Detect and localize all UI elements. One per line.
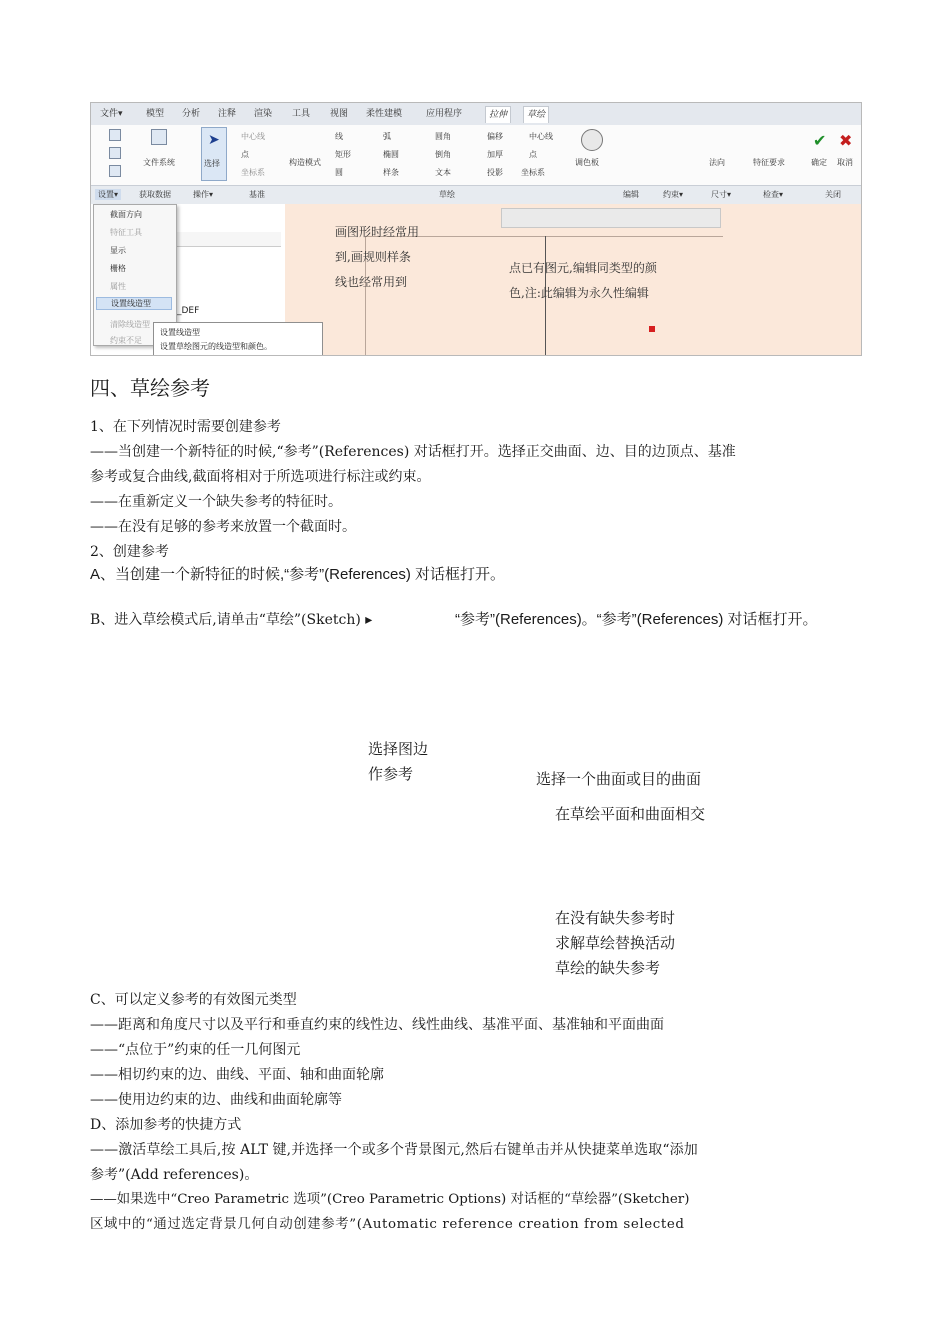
creo-screenshot [90, 102, 862, 356]
p2-b-left: B、进入草绘模式后,请单击“草绘”(Sketch) ▸ [90, 612, 373, 628]
pd-line2: 参考”(Add references)。 [90, 1167, 259, 1183]
pc-line4: ——使用边约束的边、曲线和曲面轮廓等 [90, 1092, 342, 1108]
pc-line1: ——距离和角度尺寸以及平行和垂直约束的线性边、线性曲线、基准平面、基准轴和平面曲面 [90, 1017, 664, 1033]
ribbon-group-labels [91, 185, 861, 205]
p1-line2: 参考或复合曲线,截面将相对于所选项进行标注或约束。 [90, 469, 431, 485]
p1-line4: ——在没有足够的参考来放置一个截面时。 [90, 519, 356, 535]
normal-button[interactable]: 法向 [709, 158, 725, 167]
label-select-surface: 选择一个曲面或目的曲面 [536, 770, 702, 788]
select-button[interactable] [201, 127, 227, 181]
file-system-icon[interactable] [151, 129, 167, 145]
menu-item-set-line-style[interactable]: 设置线造型 [96, 297, 172, 310]
menu-item-section-orientation[interactable]: 截面方向 [110, 210, 142, 219]
ok-button[interactable]: 确定 [811, 158, 827, 167]
tab-analysis[interactable]: 分析 [182, 109, 201, 119]
pc-line2: ——“点位于”约束的任一几何图元 [90, 1042, 301, 1058]
menu-item-underconstrained[interactable]: 约束不足 [110, 336, 142, 345]
dimension-group[interactable]: 尺寸▾ [711, 190, 732, 199]
constrain-group[interactable]: 约束▾ [663, 190, 684, 199]
note1-line2: 到,画规则样条 [335, 250, 411, 264]
centerline2-button[interactable]: 中心线 [529, 132, 553, 141]
menu-item-clear-line-style[interactable]: 清除线造型 [110, 320, 150, 329]
p2-title: 2、创建参考 [90, 544, 169, 560]
tab-extrude[interactable]: 拉伸 [485, 106, 511, 123]
thicken-button[interactable]: 加厚 [487, 150, 503, 159]
tooltip [153, 322, 323, 356]
chamfer-button[interactable]: 倒角 [435, 150, 451, 159]
ellipse-button[interactable]: 椭圆 [383, 150, 399, 159]
label-select-edge [368, 737, 428, 787]
tab-tools[interactable]: 工具 [292, 109, 311, 119]
tab-view[interactable]: 视图 [330, 109, 349, 119]
tab-file[interactable]: 文件▾ [100, 109, 123, 119]
tooltip-title: 设置线造型 [160, 328, 200, 337]
get-data-group[interactable]: 获取数据 [139, 190, 171, 199]
ribbon [91, 125, 861, 185]
label-missing-ref [555, 906, 675, 981]
sketch-canvas[interactable] [285, 204, 861, 355]
project-button[interactable]: 投影 [487, 168, 503, 177]
tree-toolbar [175, 232, 281, 247]
point2-button[interactable]: 点 [529, 150, 537, 159]
view-toolbar [501, 208, 721, 228]
pc-line3: ——相切约束的边、曲线、平面、轴和曲面轮廓 [90, 1067, 384, 1083]
ribbon-tabs [91, 103, 861, 126]
pd-title: D、添加参考的快捷方式 [90, 1117, 242, 1133]
pd-line3: ——如果选中“Creo Parametric 选项”(Creo Parametric Options) 对话框的“草绘器”(Sketcher) [90, 1192, 690, 1207]
pc-title: C、可以定义参考的有效图元类型 [90, 992, 297, 1008]
line-button[interactable]: 线 [335, 132, 343, 141]
tree-item-def[interactable]: _DEF [177, 306, 200, 316]
tab-annotate[interactable]: 注释 [218, 109, 237, 119]
cursor-icon: ➤ [208, 132, 220, 148]
label-missing-line1: 在没有缺失参考时 [555, 909, 676, 927]
menu-item-grid[interactable]: 栅格 [110, 264, 126, 273]
cancel-button[interactable]: 取消 [837, 158, 853, 167]
menu-item-feature-tools[interactable]: 特征工具 [110, 228, 142, 237]
setup-menu-button[interactable]: 设置▾ [95, 189, 121, 200]
label-select-edge-line2: 作参考 [368, 765, 414, 783]
operations-group[interactable]: 操作▾ [193, 190, 214, 199]
tab-applications[interactable]: 应用程序 [426, 109, 463, 119]
text-button[interactable]: 文本 [435, 168, 451, 177]
note2-line2: 色,注:此编辑为永久性编辑 [509, 286, 649, 300]
note1-line3: 线也经常用到 [335, 275, 408, 289]
label-missing-line2: 求解草绘替换活动 [555, 934, 676, 952]
feature-requirements-button[interactable]: 特征要求 [753, 158, 785, 167]
p1-line1: ——当创建一个新特征的时候,“参考”(References) 对话框打开。选择正交曲面、边、目的边顶点、基准 [90, 444, 736, 460]
palette-icon [581, 129, 603, 151]
sketching-group: 草绘 [439, 190, 455, 199]
menu-item-properties[interactable]: 属性 [110, 282, 126, 291]
p2-b-right: “参考”(References)。“参考”(References) 对话框打开。 [455, 611, 818, 628]
tab-sketch[interactable]: 草绘 [523, 106, 549, 123]
p1-line3: ——在重新定义一个缺失参考的特征时。 [90, 494, 342, 510]
note2-line1: 点已有图元,编辑同类型的颜 [509, 261, 657, 275]
label-intersect: 在草绘平面和曲面相交 [555, 805, 706, 823]
sketch-view-icon[interactable] [109, 165, 121, 177]
tab-render[interactable]: 渲染 [254, 109, 273, 119]
select-label: 选择 [204, 159, 220, 168]
p1-title: 1、在下列情况时需要创建参考 [90, 419, 281, 435]
p2-a: A、当创建一个新特征的时候,“参考”(References) 对话框打开。 [90, 566, 506, 583]
cancel-x-icon: ✖ [839, 131, 853, 150]
annotation-spline-note [335, 220, 419, 295]
coordsys2-button[interactable]: 坐标系 [521, 168, 545, 177]
close-group: 关闭 [825, 190, 841, 199]
rectangle-button[interactable]: 矩形 [335, 150, 351, 159]
grid-icon[interactable] [109, 147, 121, 159]
spline-button[interactable]: 样条 [383, 168, 399, 177]
setup-icon[interactable] [109, 129, 121, 141]
pd-line4: 区域中的“通过选定背景几何自动创建参考”(Automatic reference creation from selected [90, 1217, 685, 1232]
arc-button[interactable]: 弧 [383, 132, 391, 141]
ok-check-icon: ✔ [813, 131, 827, 150]
pd-line1: ——激活草绘工具后,按 ALT 键,并选择一个或多个背景图元,然后右键单击并从快捷菜单选取“添加 [90, 1142, 698, 1158]
file-system-button[interactable]: 文件系统 [143, 158, 175, 167]
datum-group: 基准 [249, 190, 265, 199]
editing-group: 编辑 [623, 190, 639, 199]
circle-button[interactable]: 圆 [335, 168, 343, 177]
tab-flexible-modeling[interactable]: 柔性建模 [366, 109, 403, 119]
tab-model[interactable]: 模型 [146, 109, 165, 119]
centerline-button[interactable]: 中心线 [241, 132, 265, 141]
sketch-point-marker [649, 326, 655, 332]
coordsys-button[interactable]: 坐标系 [241, 168, 265, 177]
fillet-button[interactable]: 圆角 [435, 132, 451, 141]
offset-button[interactable]: 偏移 [487, 132, 503, 141]
section-title: 四、草绘参考 [90, 376, 210, 400]
label-missing-line3: 草绘的缺失参考 [555, 959, 661, 977]
label-select-edge-line1: 选择图边 [368, 740, 429, 758]
note1-line1: 画图形时经常用 [335, 225, 420, 239]
construct-mode-button[interactable]: 构造模式 [289, 158, 321, 167]
point-button[interactable]: 点 [241, 150, 249, 159]
inspect-group[interactable]: 检查▾ [763, 190, 784, 199]
annotation-color-note [509, 256, 657, 306]
tooltip-description: 设置草绘图元的线造型和颜色。 [160, 342, 272, 351]
menu-item-display[interactable]: 显示 [110, 246, 126, 255]
palette-button[interactable]: 调色板 [575, 158, 599, 167]
